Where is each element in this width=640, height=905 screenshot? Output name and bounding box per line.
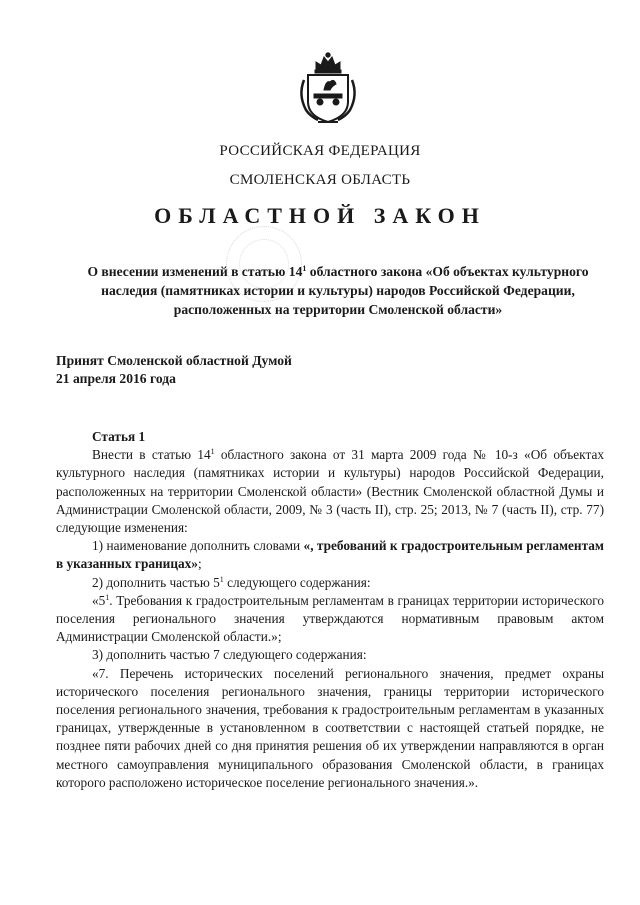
law-type-heading: ОБЛАСТНОЙ ЗАКОН: [154, 203, 486, 228]
amendment-item-1: [56, 537, 604, 573]
law-title-text: О внесении изменений в статью 14: [87, 264, 303, 279]
article-intro: [56, 446, 604, 537]
law-title: [60, 262, 616, 319]
amendment-item-3: 3) дополнить частью 7 следующего содержания:: [92, 647, 367, 663]
intro-text-cont: областного закона от 31 марта 2009 года № 10-з «Об объектах культурного наследия (памятниках истории и культуры) народов Российской Федерации, расположенных на территории Смоленской области» (Вестник Смоленской областной Думы и Администрации Смоленской области, 2009, № 3 (часть II), стр. 25; 2013, № 7 (часть II), стр. 77) следующие изменения:: [56, 447, 604, 536]
amendment-item-3-content: «7. Перечень исторических поселений регионального значения, предмет охраны исторического поселения регионального значения, границы территории исторического поселения регионального значения, требования к градостроительным регламентам в указанных границах, утвержденные в установленном в соответствии с настоящей статьей порядке, не позднее пяти рабочих дней со дня принятия решения об их утверждении направляются в орган местного самоуправления муниципального образования Смоленской области, в границах которого расположено историческое поселение регионального значения.».: [56, 665, 604, 790]
item2-content-text: . Требования к градостроительным регламентам в границах территории исторического поселения регионального значения утверждаются нормативным правовым актом Администрации Смоленской области.»;: [56, 592, 604, 645]
item2-content-sup: 1: [105, 592, 110, 602]
item1-text: 1) наименование дополнить словами: [92, 538, 304, 554]
adoption-body: Принят Смоленской областной Думой: [56, 353, 292, 368]
item1-bold-text: «, требований к градостроительным регламентам в указанных границах»: [56, 538, 604, 572]
item2-sup: 1: [219, 574, 224, 584]
item2-text: 2) дополнить частью 5: [92, 574, 220, 590]
adoption-info: [56, 352, 292, 388]
adoption-date: 21 апреля 2016 года: [56, 371, 176, 386]
smolensk-coat-of-arms-icon: [296, 50, 360, 126]
intro-text: Внести в статью 14: [92, 447, 211, 463]
article-title: Статья 1: [92, 429, 146, 444]
country-heading: РОССИЙСКАЯ ФЕДЕРАЦИЯ: [219, 143, 421, 159]
law-title-sup: 1: [302, 264, 307, 273]
law-title-text-cont: областного закона «Об объектах культурного наследия (памятниках истории и культуры) народов Российской Федерации, расположенных на территории Смоленской области»: [101, 264, 589, 317]
region-heading: СМОЛЕНСКАЯ ОБЛАСТЬ: [229, 172, 411, 188]
article-body: [56, 428, 604, 792]
intro-sup: 1: [210, 447, 215, 457]
amendment-item-2: [56, 574, 604, 592]
amendment-item-2-content: [56, 592, 604, 647]
item2-content-start: «5: [92, 592, 106, 608]
item1-end: ;: [197, 556, 202, 572]
item2-text-cont: следующего содержания:: [223, 574, 371, 590]
